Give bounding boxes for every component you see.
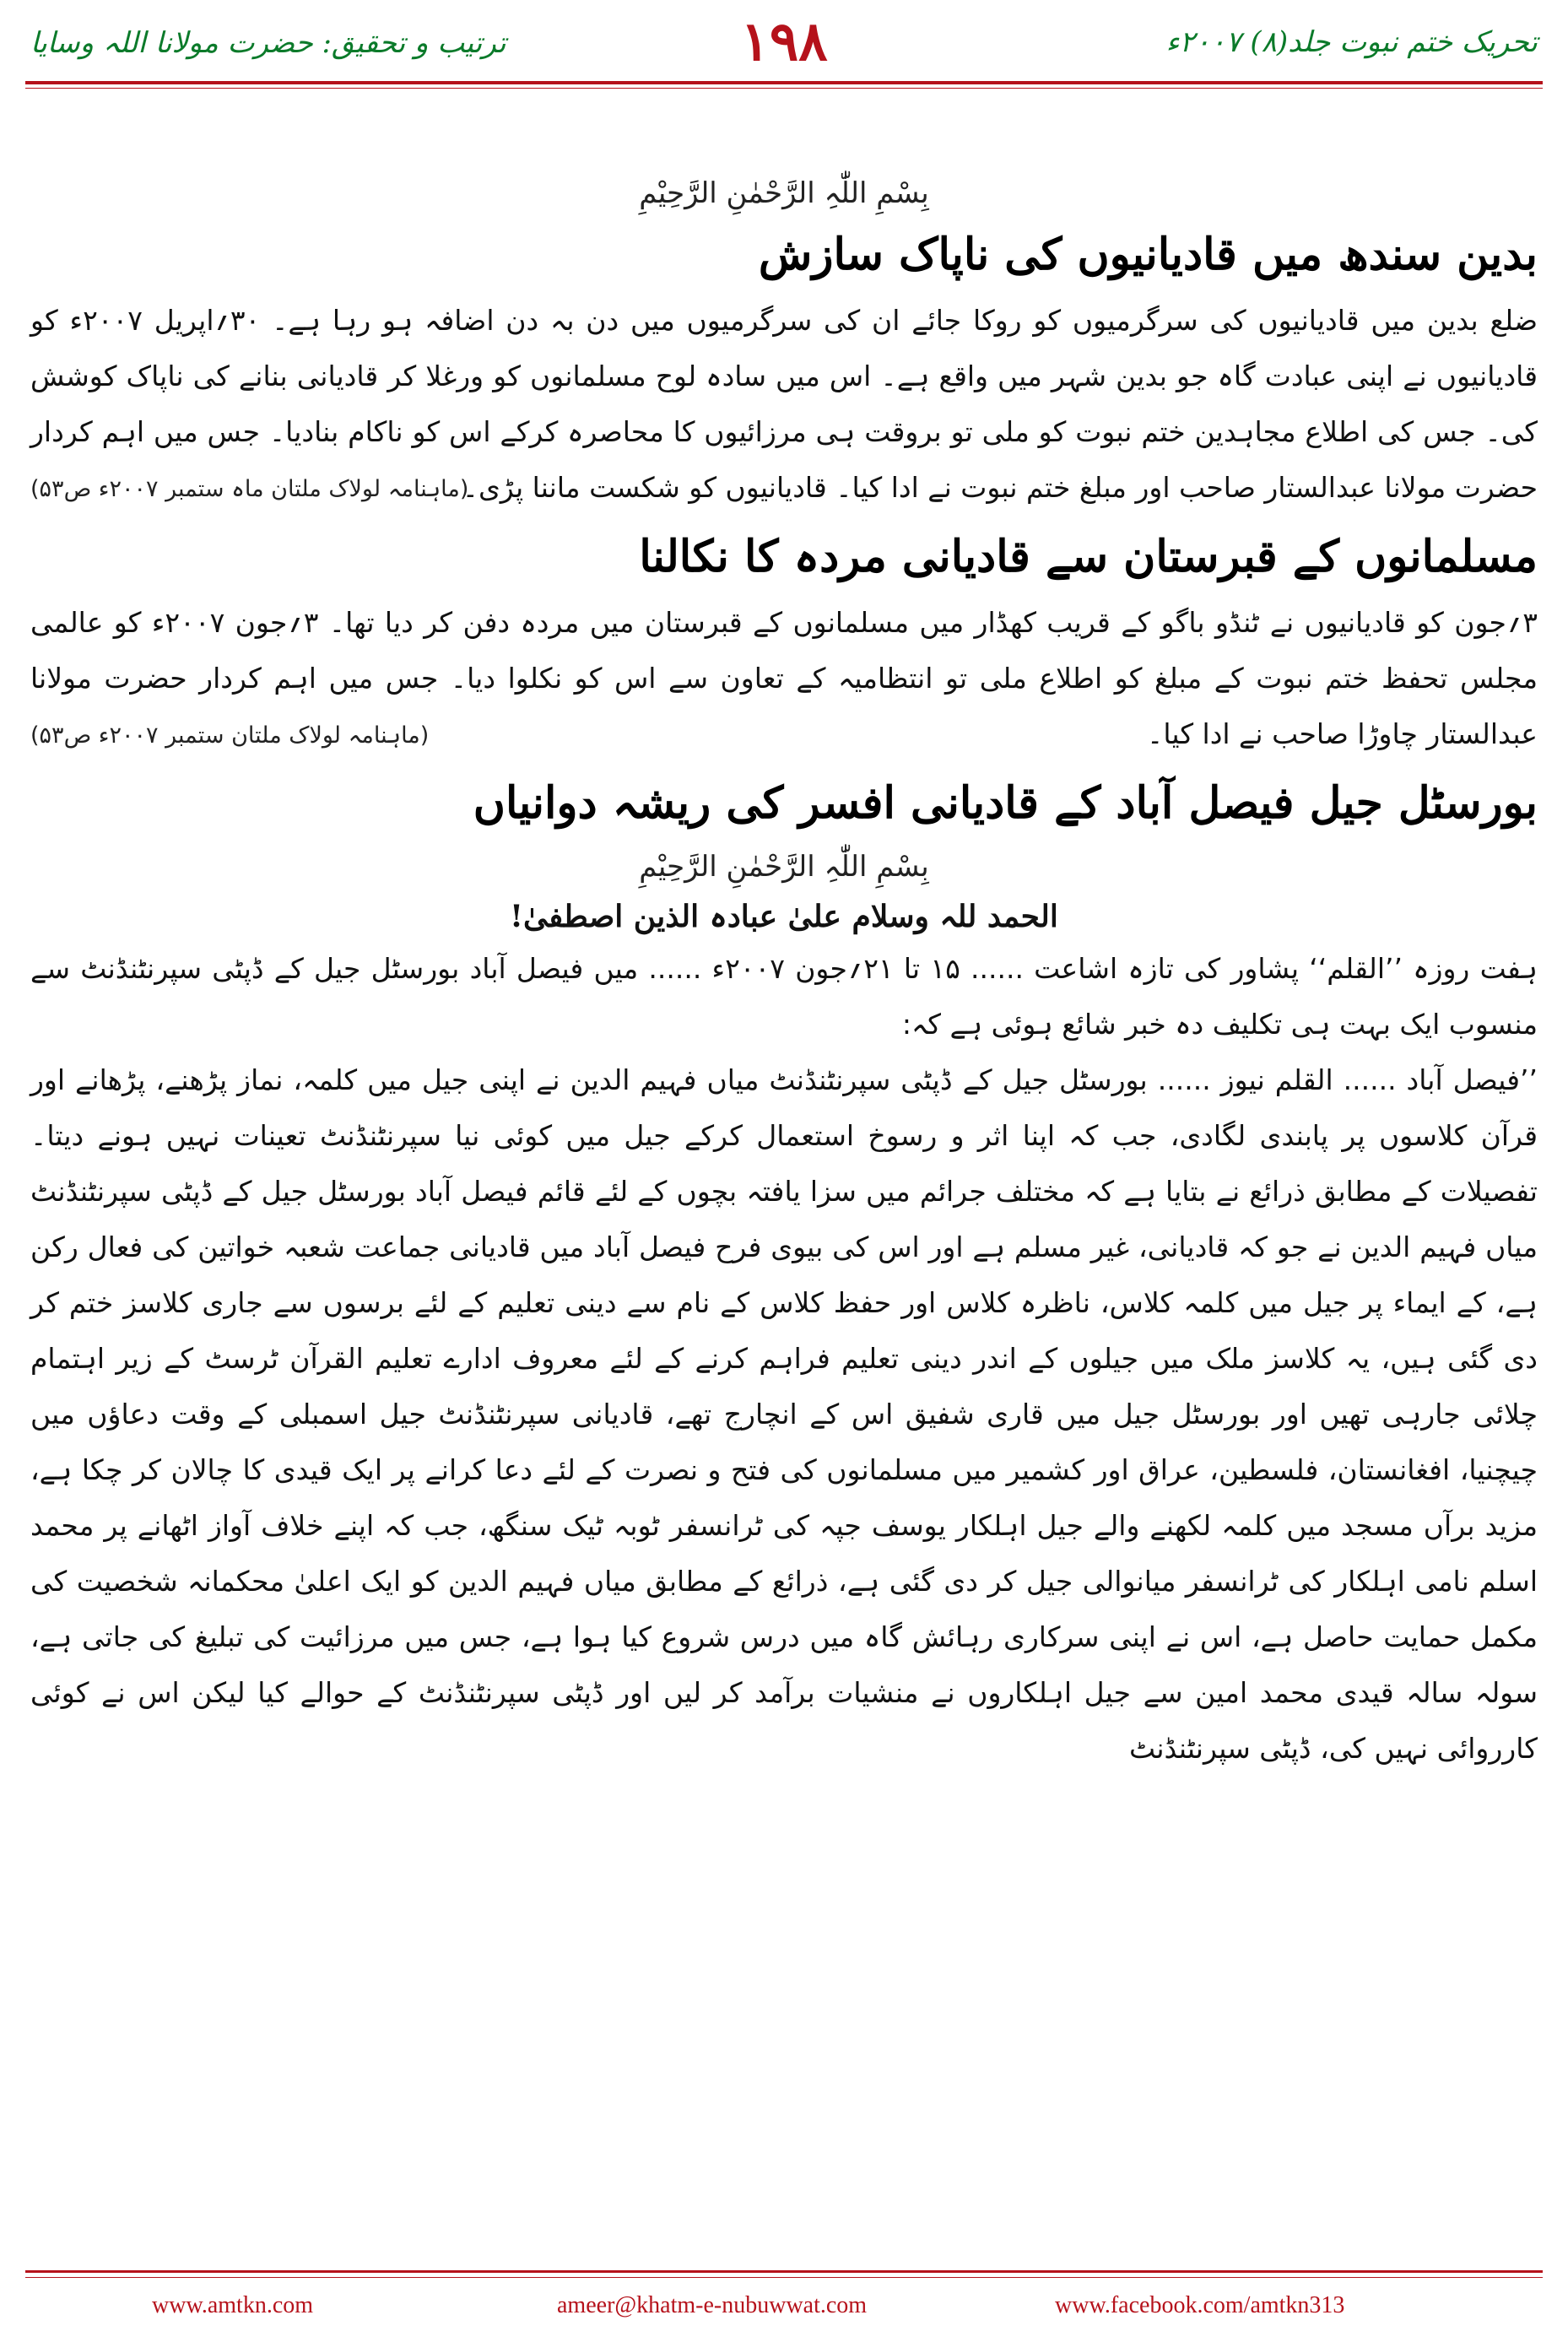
section-heading-1: بدین سندھ میں قادیانیوں کی ناپاک سازش [758,229,1538,280]
header-rule [25,81,1543,84]
section-heading-2: مسلمانوں کے قبرستان سے قادیانی مردہ کا نکالنا [639,531,1538,583]
page-number: ۱۹۸ [740,10,828,73]
arabic-praise-line: الحمد للہ وسلام علیٰ عبادہ الذین اصطفیٰ! [510,898,1058,934]
facebook-link[interactable]: www.facebook.com/amtkn313 [1055,2292,1345,2318]
bismillah: بِسْمِ اللّٰہِ الرَّحْمٰنِ الرَّحِیْمِ [639,176,929,210]
page-footer [0,2270,1568,2342]
section-body-1: ضلع بدین میں قادیانیوں کی سرگرمیوں کو روکا جائے ان کی سرگرمیوں میں دن بہ دن اضافہ ہو رہا ہے۔ ۳۰؍اپریل ۲۰۰۷ء کو قادیانیوں نے اپنی عبادت گاہ جو بدین شہر میں واقع ہے۔ اس میں سادہ لوح مسلمانوں کو ورغلا کر قادیانی بنانے کی ناپاک کوشش کی۔ جس کی اطلاع مجاہدین ختم نبوت کو ملی تو بروقت ہی مرزائیوں کا محاصرہ کرکے اس کو ناکام بنادیا۔ جس میں اہم کردار حضرت مولانا عبدالستار صاحب اور مبلغ ختم نبوت نے ادا کیا۔ قادیانیوں کو شکست ماننا پڑی۔ [30,304,1538,505]
email-link[interactable]: ameer@khatm-e-nubuwwat.com [557,2292,868,2318]
footer-rule [25,2270,1543,2273]
header-compiler-credit: ترتیب و تحقیق: حضرت مولانا اللہ وسایا [30,26,506,60]
citation-1: (ماہنامہ لولاک ملتان ماہ ستمبر ۲۰۰۷ء ص۵۳) [30,476,469,503]
website-link[interactable]: www.amtkn.com [152,2292,314,2318]
section-intro-3: ہفت روزہ ’’القلم‘‘ پشاور کی تازہ اشاعت ...... ۱۵ تا ۲۱؍جون ۲۰۰۷ء ...... میں فیصل آباد بورسٹل جیل کے ڈپٹی سپرنٹنڈنٹ سے منسوب ایک بہت ہی تکلیف دہ خبر شائع ہوئی ہے کہ: [30,951,1538,1041]
header-rule-thin [25,88,1543,89]
section-body-2: ۳؍جون کو قادیانیوں نے ٹنڈو باگو کے قریب کھڈار میں مسلمانوں کے قبرستان میں مردہ دفن کر دیا تھا۔ ۳؍جون ۲۰۰۷ء کو عالمی مجلس تحفظ ختم نبوت کے مبلغ کو اطلاع ملی تو انتظامیہ کے تعاون سے اس کو نکلوا دیا۔ جس میں اہم کردار حضرت مولانا عبدالستار چاوڑا صاحب نے ادا کیا۔ [30,606,1538,751]
citation-2: (ماہنامہ لولاک ملتان ستمبر ۲۰۰۷ء ص۵۳) [30,722,430,749]
header-book-title: تحریک ختم نبوت جلد(۸) ۲۰۰۷ء [1165,25,1538,59]
page-header [0,0,1568,93]
footer-rule-thin [25,2277,1543,2278]
page-content [30,160,1538,2220]
bismillah-2: بِسْمِ اللّٰہِ الرَّحْمٰنِ الرَّحِیْمِ [639,849,929,884]
news-quote: ’’فیصل آباد ...... القلم نیوز ...... بورسٹل جیل کے ڈپٹی سپرنٹنڈنٹ میاں فہیم الدین نے اپنی جیل میں کلمہ، نماز پڑھنے، پڑھانے اور قرآن کلاسوں پر پابندی لگادی، جب کہ اپنا اثر و رسوخ استعمال کرکے جیل میں کوئی نیا سپرنٹنڈنٹ تعینات نہیں ہونے دیتا۔ تفصیلات کے مطابق ذرائع نے بتایا ہے کہ مختلف جرائم میں سزا یافتہ بچوں کے لئے قائم فیصل آباد بورسٹل جیل کے ڈپٹی سپرنٹنڈنٹ میاں فہیم الدین نے جو کہ قادیانی، غیر مسلم ہے اور اس کی بیوی فرح فیصل آباد میں قادیانی جماعت شعبہ خواتین کی فعال رکن ہے، کے ایماء پر جیل میں کلمہ کلاس، ناظرہ کلاس اور حفظ کلاس کے نام سے دینی تعلیم کے لئے برسوں سے جاری کلاسز ختم کر دی گئی ہیں، یہ کلاسز ملک میں جیلوں کے اندر دینی تعلیم فراہم کرنے کے لئے معروف ادارے تعلیم القرآن ٹرسٹ کے زیر اہتمام چلائی جارہی تھیں اور بورسٹل جیل میں قاری شفیق اس کے انچارج تھے، قادیانی سپرنٹنڈنٹ جیل اسمبلی کے وقت دعاؤں میں چیچنیا، افغانستان، فلسطین، عراق اور کشمیر میں مسلمانوں کی فتح و نصرت کے لئے دعا کرانے پر ایک قیدی کا چالان کر چکا ہے، مزید برآں مسجد میں کلمہ لکھنے والے جیل اہلکار یوسف جپہ کی ٹرانسفر ٹوبہ ٹیک سنگھ، جب کہ اپنے خلاف آواز اٹھانے پر محمد اسلم نامی اہلکار کی ٹرانسفر میانوالی جیل کر دی گئی ہے، ذرائع کے مطابق میاں فہیم الدین کو ایک اعلیٰ محکمانہ شخصیت کی مکمل حمایت حاصل ہے، اس نے اپنی سرکاری رہائش گاہ میں درس شروع کیا ہوا ہے، جس میں مرزائیت کی تبلیغ کی جاتی ہے، سولہ سالہ قیدی محمد امین سے جیل اہلکاروں نے منشیات برآمد کر لیں اور ڈپٹی سپرنٹنڈنٹ کے حوالے کیا لیکن اس نے کوئی کارروائی نہیں کی، ڈپٹی سپرنٹنڈنٹ [30,1063,1538,1765]
section-heading-3: بورسٹل جیل فیصل آباد کے قادیانی افسر کی ریشہ دوانیاں [473,777,1538,830]
